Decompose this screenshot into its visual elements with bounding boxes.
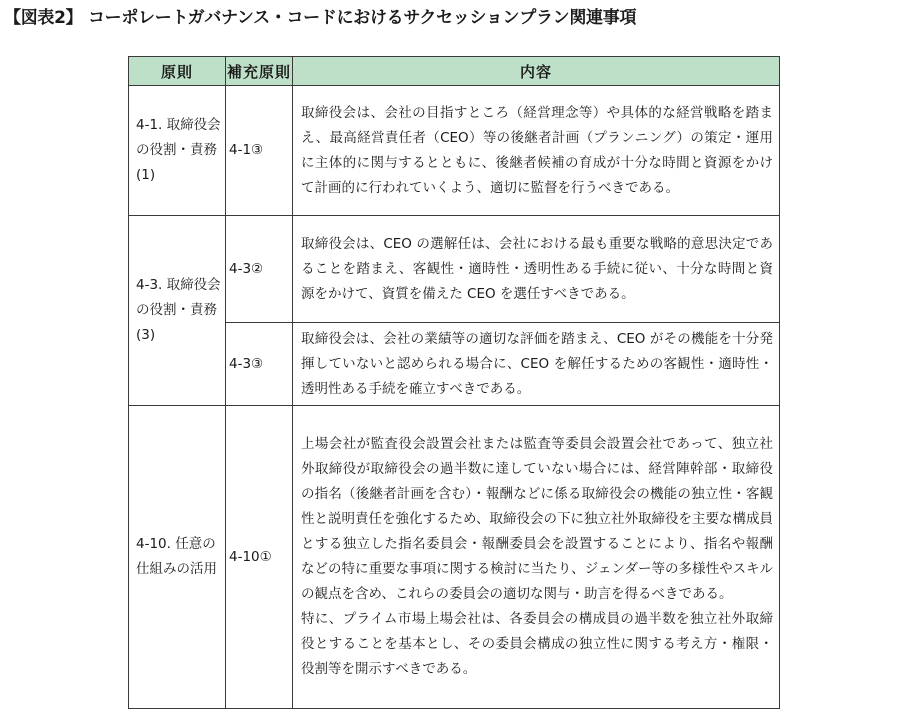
header-supplementary: 補充原則: [226, 57, 293, 86]
content-cell: [293, 216, 780, 323]
succession-plan-table: [128, 56, 780, 709]
header-principle: 原則: [129, 57, 226, 86]
content-paragraph: 取締役会は、会社の目指すところ（経営理念等）や具体的な経営戦略を踏まえ、最高経営責任者（CEO）等の後継者計画（プランニング）の策定・運用に主体的に関与するとともに、後継者候補の育成が十分な時間と資源をかけて計画的に行われていくよう、適切に監督を行うべきである。: [301, 104, 773, 196]
supplementary-principle-cell: 4-3③: [226, 323, 293, 406]
content-cell: [293, 86, 780, 216]
content-cell: [293, 406, 780, 709]
content-paragraph: 取締役会は、CEO の選解任は、会社における最も重要な戦略的意思決定であることを踏まえ、客観性・適時性・透明性ある手続に従い、十分な時間と資源をかけて、資質を備えた CEO を選任すべきである。: [301, 235, 773, 302]
principle-cell: 4-3. 取締役会の役割・責務(3): [129, 216, 226, 406]
header-content: 内容: [293, 57, 780, 86]
figure-title: 【図表2】 コーポレートガバナンス・コードにおけるサクセッションプラン関連事項: [4, 8, 637, 28]
content-paragraph: 取締役会は、会社の業績等の適切な評価を踏まえ、CEO がその機能を十分発揮していないと認められる場合に、CEO を解任するための客観性・適時性・透明性ある手続を確立すべきである。: [301, 330, 773, 397]
content-cell: [293, 323, 780, 406]
table-row: [129, 406, 780, 709]
table-row: [129, 86, 780, 216]
principle-cell: 4-1. 取締役会の役割・責務(1): [129, 86, 226, 216]
supplementary-principle-cell: 4-1③: [226, 86, 293, 216]
content-paragraph: 上場会社が監査役会設置会社または監査等委員会設置会社であって、独立社外取締役が取締役会の過半数に達していない場合には、経営陣幹部・取締役の指名（後継者計画を含む）・報酬などに係る取締役会の機能の独立性・客観性と説明責任を強化するため、取締役会の下に独立社外取締役を主要な構成員とする独立した指名委員会・報酬委員会を設置することにより、指名や報酬などの特に重要な事項に関する検討に当たり、ジェンダー等の多様性やスキルの観点を含め、これらの委員会の適切な関与・助言を得るべきである。: [301, 436, 773, 602]
content-paragraph: 特に、プライム市場上場会社は、各委員会の構成員の過半数を独立社外取締役とすることを基本とし、その委員会構成の独立性に関する考え方・権限・役割等を開示すべきである。: [301, 611, 773, 677]
table-row: [129, 216, 780, 323]
table-row: [129, 323, 780, 406]
principle-cell: 4-10. 任意の仕組みの活用: [129, 406, 226, 709]
supplementary-principle-cell: 4-10①: [226, 406, 293, 709]
supplementary-principle-cell: 4-3②: [226, 216, 293, 323]
table-header-row: [129, 57, 780, 86]
